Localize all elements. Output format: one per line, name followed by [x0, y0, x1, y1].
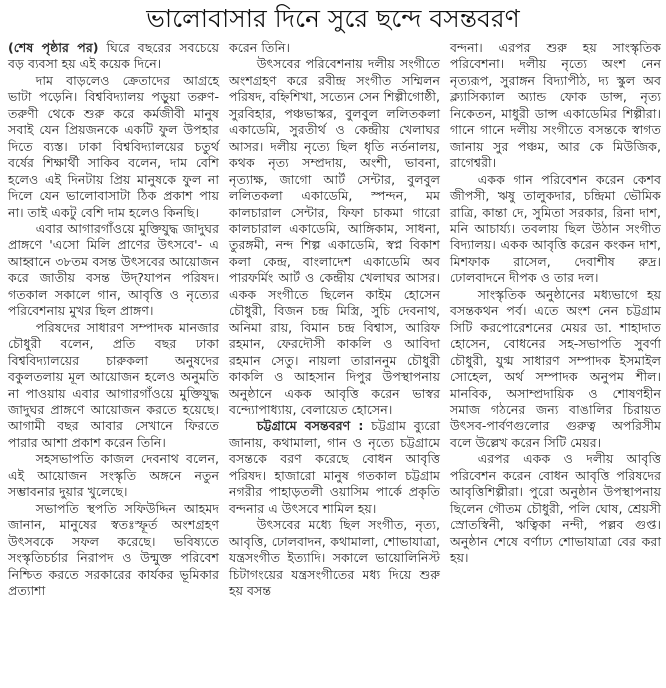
article-column-1 [8, 40, 219, 599]
paragraph: একক গান পরিবেশন করেন কেশব জীপসী, ঋষু তালুকদার, চন্দ্রিমা ভৌমিক রাত্রি, কান্তা দে, সুমিতা সরকার, রিনা দাশ, মনি আচার্য্য। তবলায় ছিল উঠান সংগীত বিদ্যালয়। একক আবৃত্তি করেন কংকন দাশ, মিশফাক রাসেল, দেবাশীষ রুদ্র। ঢোলবাদনে দীপক ও তার দল। [450, 171, 661, 286]
article-column-3 [450, 40, 661, 567]
section-subheading: চট্টগ্রামে বসন্তবরণ : [256, 418, 364, 434]
paragraph: চট্টগ্রামে বসন্তবরণ : চট্টগ্রাম ব্যুরো জানায়, কথামালা, গান ও নৃত্যে চট্টগ্রামে বসন্তকে বরণ করেছে বোধন আবৃত্তি পরিষদ। হাজারো মানুষ গতকাল চট্টগ্রাম নগরীর পাহাড়তলী ওয়াসিম পার্কে প্রকৃতি বন্দনার এ উৎসবে শামিল হয়। [229, 418, 441, 516]
paragraph: বন্দনা। এরপর শুরু হয় সাংস্কৃতিক পরিবেশনা। দলীয় নৃত্যে অংশ নেন নৃত্যরূপ, সুরাঙ্গন বিদ্যাপীঠ, দ্য স্কুল অব ক্ল্যাসিক্যাল অ্যান্ড ফোক ডান্স, নৃত্য নিকেতন, মাধুরী ডান্স একাডেমির শিল্পীরা। গানে গানে দলীয় সংগীতে বসন্তকে স্বাগত জানায় সুর পঞ্চম, আর কে মিউজিক, রাগেশ্বরী। [450, 40, 661, 171]
paragraph: (শেষ পৃষ্ঠার পর) ঘিরে বছরের সবচেয়ে বড় ব্যবসা হয় এই কয়েক দিনে। [8, 40, 219, 72]
continued-from-label: (শেষ পৃষ্ঠার পর) [8, 40, 99, 55]
headline: ভালোবাসার দিনে সুরে ছন্দে বসন্তবরণ [146, 4, 520, 33]
paragraph: উৎসবের মধ্যে ছিল সংগীত, নৃত্য, আবৃত্তি, ঢোলবাদন, কথামালা, শোভাযাত্রা, যন্ত্রসংগীত ইত্যাদি। সকালে ভায়োলিনিস্ট চিটাগংয়ের যন্ত্রসংগীতের মধ্য দিয়ে শুরু হয় বসন্ত [229, 517, 440, 598]
paragraph: এরপর একক ও দলীয় আবৃত্তি পরিবেশন করেন বোধন আবৃত্তি পরিষদের আবৃত্তিশিল্পীরা। পুরো অনুষ্ঠান উপস্থাপনায় ছিলেন গৌতম চৌধুরী, পলি ঘোষ, শ্রেয়সী স্রোতস্বিনী, ঋত্বিকা নন্দী, পল্লব গুপ্ত। অনুষ্ঠান শেষে বর্ণাঢ্য শোভাযাত্রা বের করা হয়। [450, 451, 661, 566]
paragraph: এবার আগারগাঁওয়ে মুক্তিযুদ্ধ জাদুঘর প্রাঙ্গণে 'এসো মিলি প্রাণের উৎসবে'- এ আহ্বানে ৩৮তম বসন্ত উৎসবের আয়োজন করে জাতীয় বসন্ত উদ্?যাপন পরিষদ। গতকাল সকালে গান, আবৃত্তি ও নৃত্যের পরিবেশনায় মুখর ছিল প্রাঙ্গণ। [8, 220, 219, 319]
paragraph: করেন তিনি। [229, 40, 290, 55]
paragraph: পরিষদের সাধারণ সম্পাদক মানজার চৌধুরী বলেন, প্রতি বছর ঢাকা বিশ্ববিদ্যালয়ের চারুকলা অনুষদের বকুলতলায় মূল আয়োজন হলেও অনুমতি না পাওয়ায় এবার আগারগাঁওয়ে মুক্তিযুদ্ধ জাদুঘর প্রাঙ্গণে আয়োজন করতে হয়েছে। আগামী বছর আবার সেখানে ফিরতে পারার আশা প্রকাশ করেন তিনি। [8, 319, 219, 450]
paragraph: দাম বাড়লেও ক্রেতাদের আগ্রহে ভাটা পড়েনি। বিশ্ববিদ্যালয় পড়ুয়া তরুণ-তরুণী থেকে শুরু করে কর্মজীবী মানুষ সবাই যেন প্রিয়জনকে একটি ফুল উপহার দিতে ব্যস্ত। ঢাকা বিশ্ববিদ্যালয়ের চতুর্থ বর্ষের শিক্ষার্থী সাকিব বলেন, দাম বেশি হলেও এই দিনটায় প্রিয় মানুষকে ফুল না দিলে যেন ভালোবাসাটা ঠিক প্রকাশ পায় না। তাই একটু বেশি দাম হলেও কিনছি। [8, 72, 219, 220]
paragraph: উৎসবের পরিবেশনায় দলীয় সংগীতে অংশগ্রহণ করে রবীন্দ্র সংগীত সম্মিলন পরিষদ, বহ্নিশিখা, সত্যেন সেন শিল্পীগোষ্ঠী, সুরবিহার, পঞ্চভাস্কর, বুলবুল ললিতকলা একাডেমি, সুরতীর্থ ও কেন্দ্রীয় খেলাঘর আসর। দলীয় নৃত্যে ছিল ধৃতি নর্তনালয়, কথক নৃত্য সম্প্রদায়, অংশী, ভাবনা, নৃত্যাক্ষ, জাগো আর্ট সেন্টার, বুলবুল ললিতকলা একাডেমি, স্পন্দন, মম কালচারাল সেন্টার, ফিফা চাকমা গারো কালচারাল একাডেমি, আঙ্গিকাম, সাধনা, তুরঙ্গমী, নন্দ শিল্প একাডেমি, স্বপ্ন বিকাশ কলা কেন্দ্র, বাংলাদেশ একাডেমি অব পারফর্মিং আর্ট ও কেন্দ্রীয় খেলাঘর আসর। একক সংগীতে ছিলেন কাইম হোসেন চৌধুরী, বিজন চন্দ্র মিস্ত্রি, সুচি দেবনাথ, অনিমা রায়, বিমান চন্দ্র বিশ্বাস, আরিফ রহমান, ফেরদৌসী কাকলি ও আবিদা রহমান সেতু। নায়লা তারাননুম চৌধুরী কাকলি ও আহসান দিপুর উপস্থাপনায় অনুষ্ঠানে একক আবৃত্তি করেন ভাস্বর বন্দ্যোপাধ্যায়, বেলায়েত হোসেন। [229, 56, 440, 417]
paragraph: সাংস্কৃতিক অনুষ্ঠানের মধ্যভাগে হয় বসন্তকথন পর্ব। এতে অংশ নেন চট্টগ্রাম সিটি করপোরেশনের মেয়র ডা. শাহাদাত হোসেন, বোধনের সহ-সভাপতি সুবর্ণা চৌধুরী, যুগ্ম সাধারণ সম্পাদক ইসমাইল সোহেল, অর্থ সম্পাদক অনুপম শীল। মানবিক, অসাম্প্রদায়িক ও শোষণহীন সমাজ গঠনের জন্য বাঙালির চিরায়ত উৎসব-পার্বণগুলোর গুরুত্ব অপরিসীম বলে উল্লেখ করেন সিটি মেয়র। [450, 286, 661, 450]
article-column-2 [229, 40, 440, 599]
paragraph: সভাপতি স্থপতি সফিউদ্দিন আহমদ জানান, মানুষের স্বতঃস্ফূর্ত অংশগ্রহণ উৎসবকে সফল করেছে। ভবিষ্যতে সংস্কৃতিচর্চার নিরাপদ ও উন্মুক্ত পরিবেশ নিশ্চিত করতে সরকারের কার্যকর ভূমিকার প্রত্যাশা [8, 500, 219, 598]
paragraph: সহসভাপতি কাজল দেবনাথ বলেন, এই আয়োজন সংস্কৃতি অঙ্গনে নতুন সম্ভাবনার দুয়ার খুলেছে। [8, 451, 219, 500]
